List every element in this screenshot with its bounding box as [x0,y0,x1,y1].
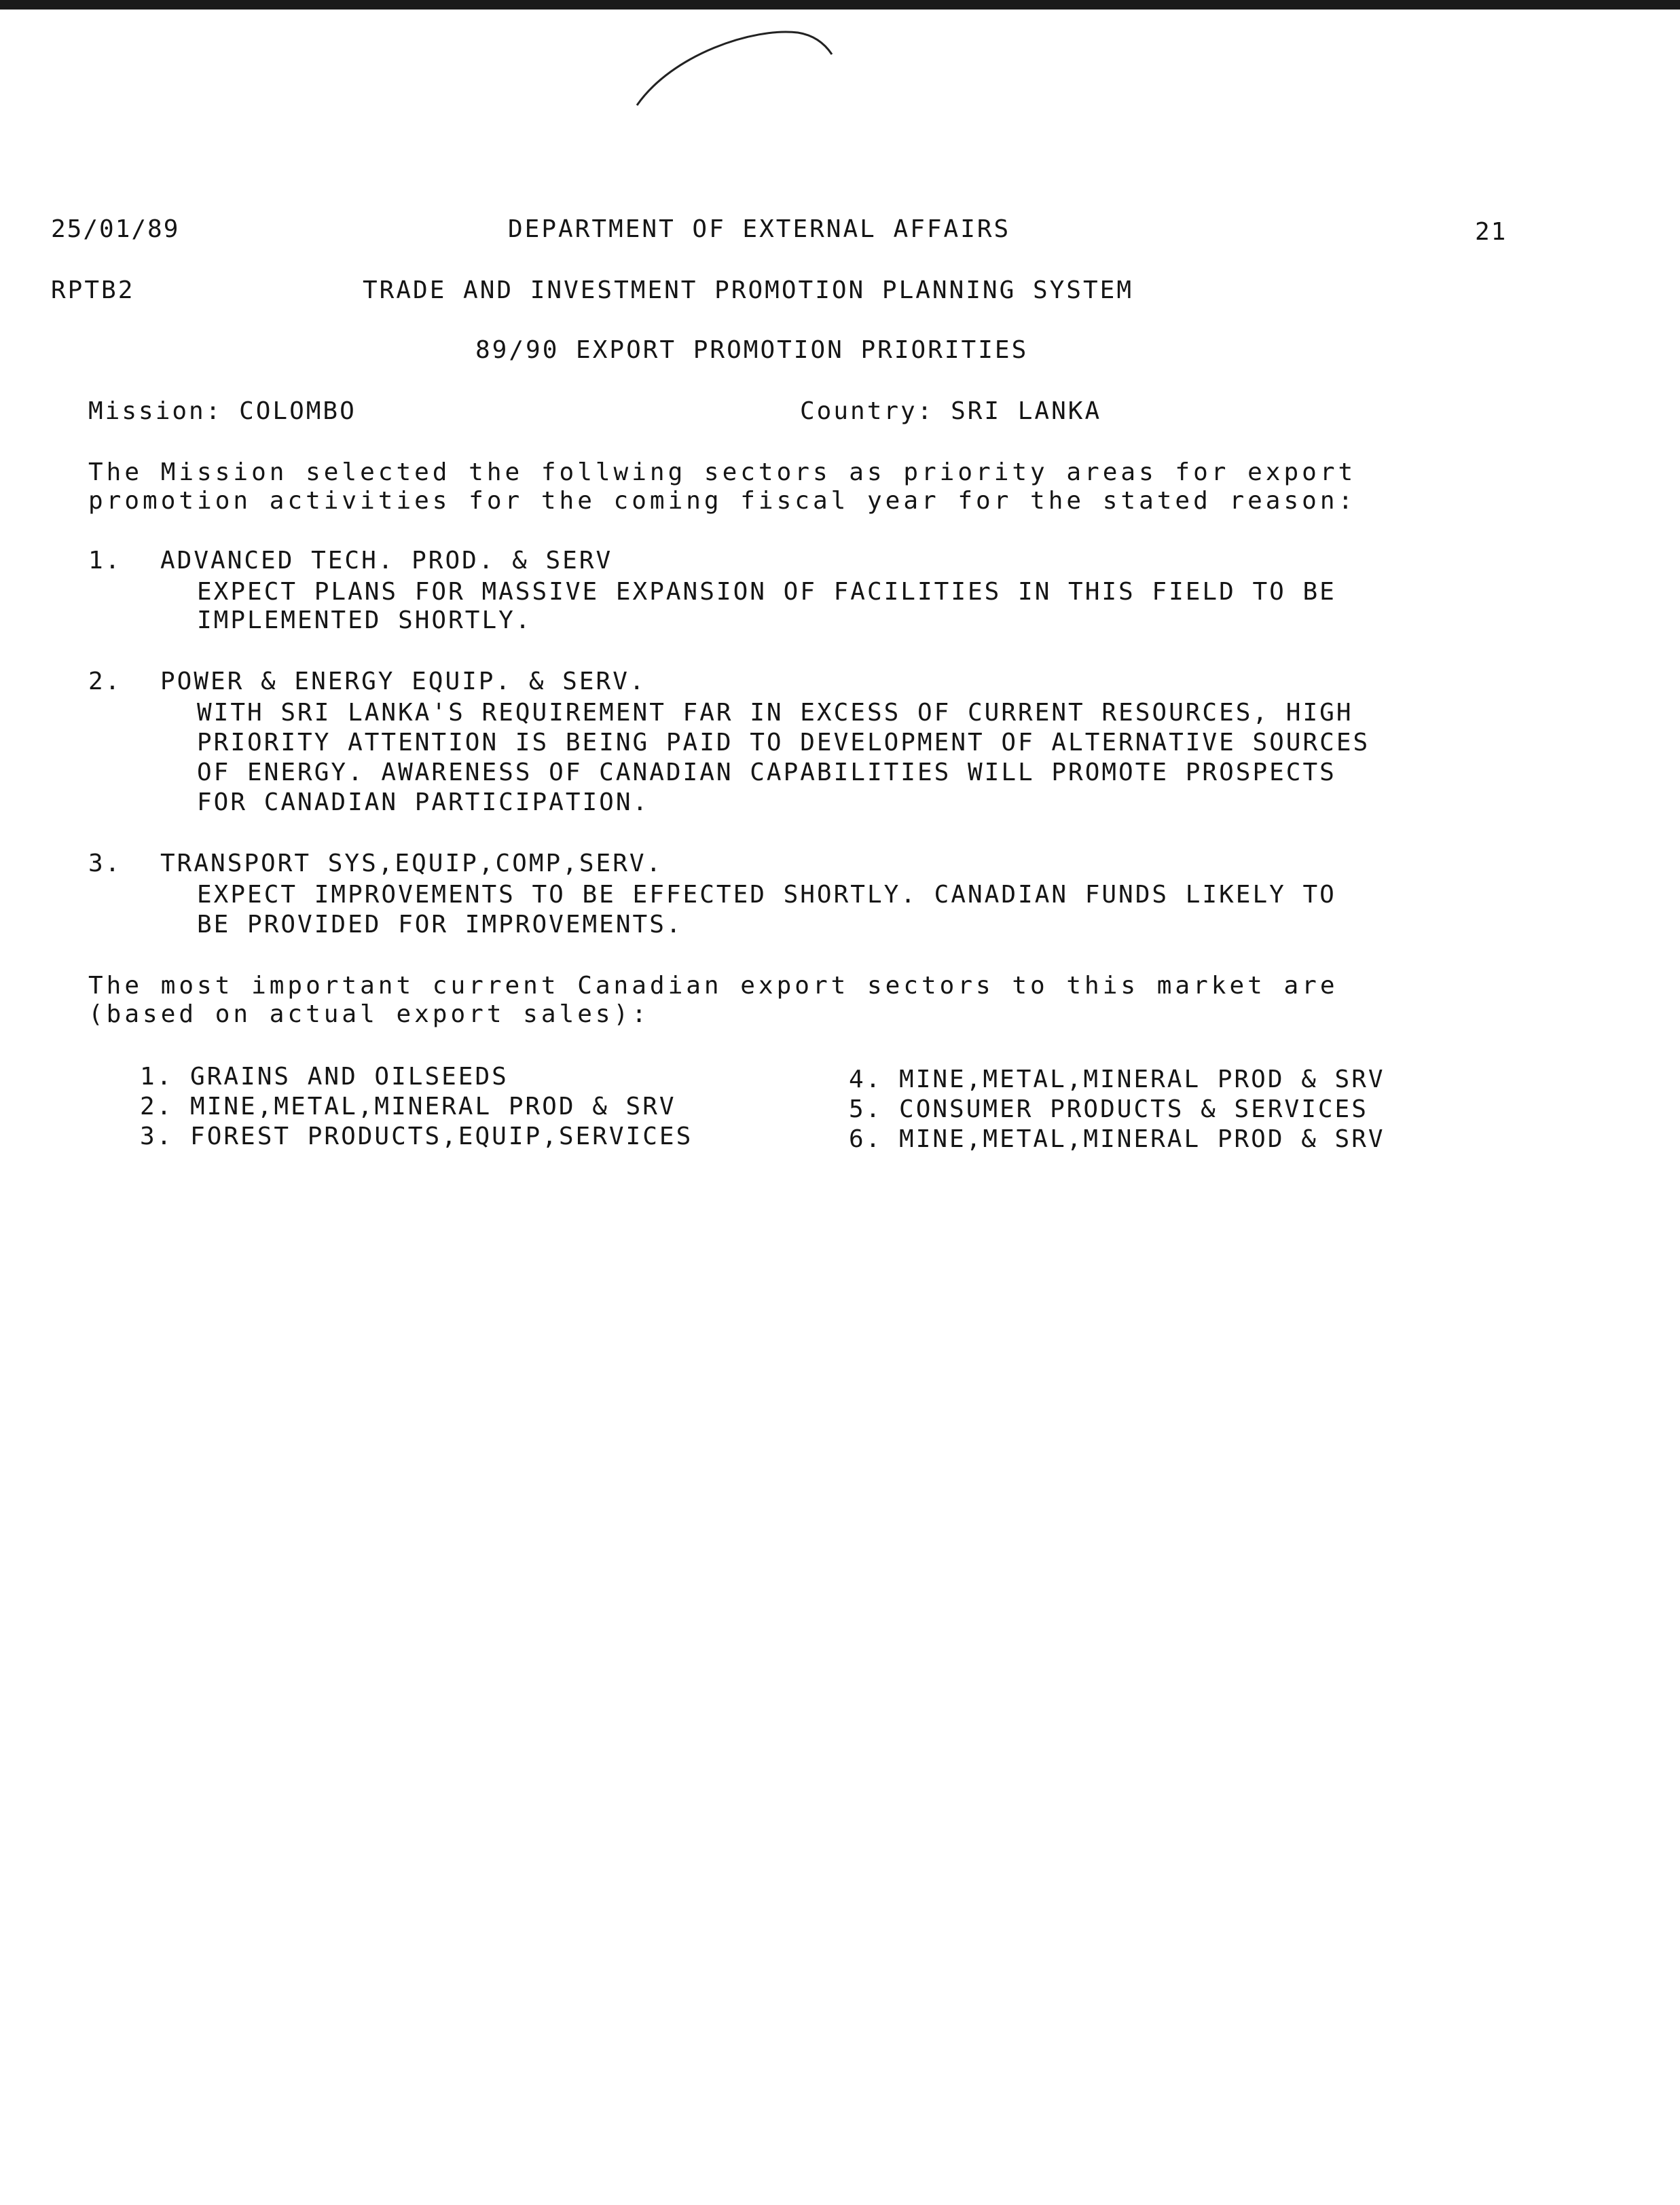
export-sector-item: 6. MINE,METAL,MINERAL PROD & SRV [849,1125,1385,1153]
priority-intro-line: promotion activities for the coming fiscal year for the stated reason: [88,487,1357,515]
priority-reason-line: OF ENERGY. AWARENESS OF CANADIAN CAPABILITIES WILL PROMOTE PROSPECTS [197,759,1336,786]
department-title: DEPARTMENT OF EXTERNAL AFFAIRS [508,215,1011,243]
priority-number: 3. [88,850,122,877]
export-sector-item: 3. FOREST PRODUCTS,EQUIP,SERVICES [140,1123,693,1150]
export-intro-line: (based on actual export sales): [88,1000,650,1028]
priority-reason-line: EXPECT PLANS FOR MASSIVE EXPANSION OF FACILITIES IN THIS FIELD TO BE [197,578,1336,606]
priority-number: 2. [88,668,122,695]
priority-reason-line: PRIORITY ATTENTION IS BEING PAID TO DEVELOPMENT OF ALTERNATIVE SOURCES [197,729,1370,757]
priority-reason-line: FOR CANADIAN PARTICIPATION. [197,788,650,816]
mission-label: Mission: COLOMBO [88,397,357,425]
priority-title: ADVANCED TECH. PROD. & SERV [160,547,613,575]
export-sector-item: 1. GRAINS AND OILSEEDS [140,1063,509,1091]
export-sector-item: 2. MINE,METAL,MINERAL PROD & SRV [140,1093,676,1120]
priority-reason-line: WITH SRI LANKA'S REQUIREMENT FAR IN EXCESS OF CURRENT RESOURCES, HIGH [197,699,1353,727]
export-sector-item: 4. MINE,METAL,MINERAL PROD & SRV [849,1065,1385,1093]
priority-title: TRANSPORT SYS,EQUIP,COMP,SERV. [160,850,663,877]
report-code: RPTB2 [51,276,135,304]
page-number: 21 [1475,218,1508,246]
priority-intro-line: The Mission selected the follwing sectors as priority areas for export [88,458,1357,486]
priority-reason-line: IMPLEMENTED SHORTLY. [197,606,532,634]
export-sector-item: 5. CONSUMER PRODUCTS & SERVICES [849,1095,1368,1123]
country-label: Country: SRI LANKA [800,397,1102,425]
export-intro-line: The most important current Canadian export sectors to this market are [88,972,1338,1000]
system-title: TRADE AND INVESTMENT PROMOTION PLANNING SYSTEM [363,276,1133,304]
priority-number: 1. [88,547,122,575]
priority-reason-line: BE PROVIDED FOR IMPROVEMENTS. [197,911,683,939]
priority-reason-line: EXPECT IMPROVEMENTS TO BE EFFECTED SHORTLY. CANADIAN FUNDS LIKELY TO [197,881,1336,909]
scan-top-edge [0,0,1680,10]
report-title: 89/90 EXPORT PROMOTION PRIORITIES [475,336,1029,364]
report-date: 25/01/89 [51,215,180,243]
priority-title: POWER & ENERGY EQUIP. & SERV. [160,668,646,695]
